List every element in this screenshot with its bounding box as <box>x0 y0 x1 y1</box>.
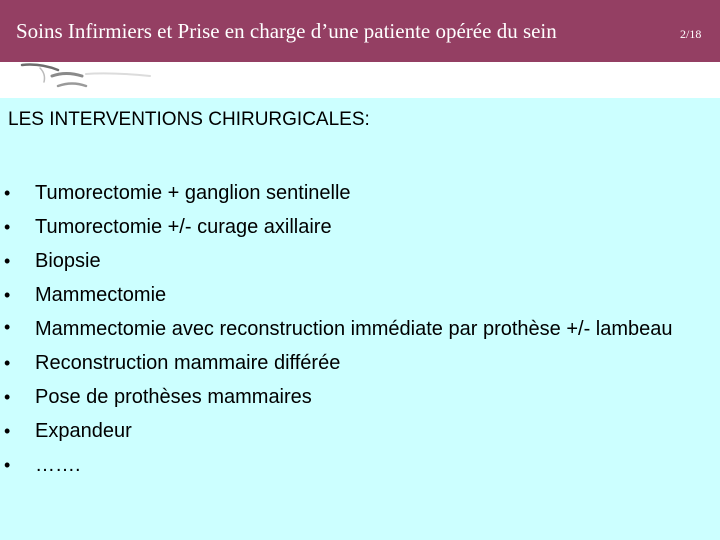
list-item <box>0 244 720 278</box>
decorative-swoosh-logo-icon <box>0 62 160 98</box>
list-item-text: Tumorectomie + ganglion sentinelle <box>35 182 351 204</box>
bullet-icon: • <box>4 421 11 441</box>
bullet-icon: • <box>4 387 11 407</box>
list-item-text: Mammectomie <box>35 284 167 306</box>
list-item <box>0 346 720 380</box>
section-heading: LES INTERVENTIONS CHIRURGICALES: <box>8 109 370 130</box>
bullet-icon: • <box>4 285 11 305</box>
logo-strip <box>0 62 720 98</box>
list-item <box>0 448 720 482</box>
bullet-icon: • <box>4 183 11 203</box>
bullet-icon: • <box>4 455 11 475</box>
list-item-text: Biopsie <box>35 250 101 272</box>
bullet-icon: • <box>4 251 11 271</box>
slide-title: Soins Infirmiers et Prise en charge d’une patiente opérée du sein <box>16 19 557 43</box>
bullet-list <box>0 176 720 482</box>
list-item <box>0 176 720 210</box>
list-item-text: Mammectomie avec reconstruction immédiate par prothèse +/- lambeau <box>35 318 673 340</box>
list-item-text: ……. <box>35 454 81 476</box>
list-item-text: Tumorectomie +/- curage axillaire <box>35 216 332 238</box>
bullet-icon: • <box>4 353 11 373</box>
list-item <box>0 210 720 244</box>
slide-content <box>0 98 720 540</box>
list-item <box>0 414 720 448</box>
list-item <box>0 380 720 414</box>
list-item-text: Reconstruction mammaire différée <box>35 352 341 374</box>
bullet-icon: • <box>4 317 11 337</box>
list-item-text: Expandeur <box>35 420 132 442</box>
list-item <box>0 278 720 312</box>
list-item <box>0 312 720 346</box>
slide-header <box>0 0 720 62</box>
page-number: 2/18 <box>680 27 702 41</box>
list-item-text: Pose de prothèses mammaires <box>35 386 312 408</box>
bullet-icon: • <box>4 217 11 237</box>
